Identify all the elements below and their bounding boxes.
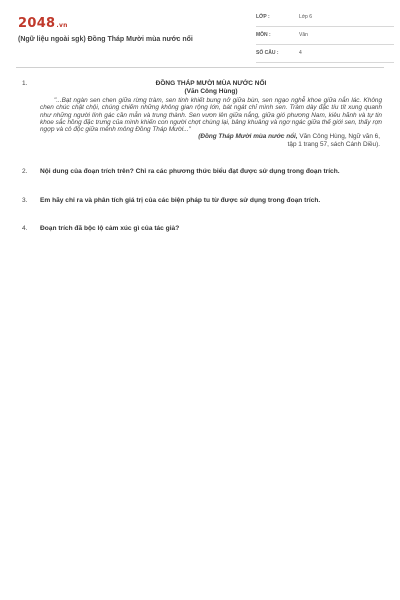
meta-row-subject bbox=[256, 30, 394, 45]
meta-row-grade bbox=[256, 12, 394, 27]
passage-title: ĐỒNG THÁP MƯỜI MÙA NƯỚC NỔI bbox=[155, 80, 267, 87]
source-rest: Văn Công Hùng, Ngữ văn 6, bbox=[297, 133, 380, 141]
passage-source bbox=[40, 133, 380, 141]
meta-label: MÔN : bbox=[256, 32, 271, 38]
meta-label: SỐ CÂU : bbox=[256, 50, 279, 56]
passage-source-line2: tập 1 trang 57, sách Cánh Diều). bbox=[287, 140, 380, 148]
question-number: 2. bbox=[22, 168, 28, 176]
question-item-2 bbox=[22, 168, 382, 176]
question-text: Đoạn trích đã bộc lộ cảm xúc gì của tác giả? bbox=[40, 225, 180, 233]
meta-label: LỚP : bbox=[256, 14, 270, 20]
passage-text: "...Bạt ngàn sen chen giữa rừng tràm, sen tinh khiết bung nở giữa bùn, sen ngạo nghễ khoe giữa nắn lác. Không chen chúc chật chội, chúng chiếm những không gian rộng lớn, bát ngát chỉ mình sen. Tràm dày đặc tíu tít xung quanh như những người lính gác cần mẫn và trung thành. Sen vươn lên giữa nắng, giữa gió phương Nam, kiêu hãnh và tự tin khoe sắc hồng đặc trưng của mình khiến con người chợt chùng lại, bâng khuâng và ngơ ngác giữa thế giới sen, thấy rợn ngợp và cô độc giữa mênh mông Đồng Tháp Mười..." bbox=[40, 97, 382, 134]
question-number: 3. bbox=[22, 197, 28, 205]
logo-suffix: .vn bbox=[56, 22, 68, 29]
meta-row-question-count bbox=[256, 48, 394, 63]
logo-main: 2048 bbox=[18, 16, 56, 31]
passage-author: (Văn Công Hùng) bbox=[184, 88, 238, 95]
question-number: 4. bbox=[22, 225, 28, 233]
header-divider bbox=[16, 67, 384, 68]
lesson-subtitle: (Ngữ liệu ngoài sgk) Đồng Tháp Mười mùa nước nổi bbox=[18, 36, 193, 43]
question-item-3 bbox=[22, 197, 382, 205]
question-text: Nội dung của đoạn trích trên? Chỉ ra các phương thức biểu đạt được sử dụng trong đoạn trích. bbox=[40, 168, 340, 176]
page-header bbox=[16, 12, 386, 62]
meta-value: Lớp 6 bbox=[299, 14, 313, 20]
question-item-1 bbox=[22, 80, 382, 148]
source-title: (Đồng Tháp Mười mùa nước nổi, bbox=[198, 133, 298, 141]
question-list bbox=[22, 80, 382, 233]
question-text: Em hãy chỉ ra và phân tích giá trị của các biện pháp tu từ được sử dụng trong đoạn trích. bbox=[40, 197, 321, 205]
meta-value: 4 bbox=[299, 50, 302, 56]
meta-value: Văn bbox=[299, 32, 308, 38]
meta-table bbox=[256, 12, 394, 66]
question-number: 1. bbox=[22, 80, 28, 87]
question-item-4 bbox=[22, 225, 382, 233]
site-logo[interactable] bbox=[18, 16, 68, 31]
